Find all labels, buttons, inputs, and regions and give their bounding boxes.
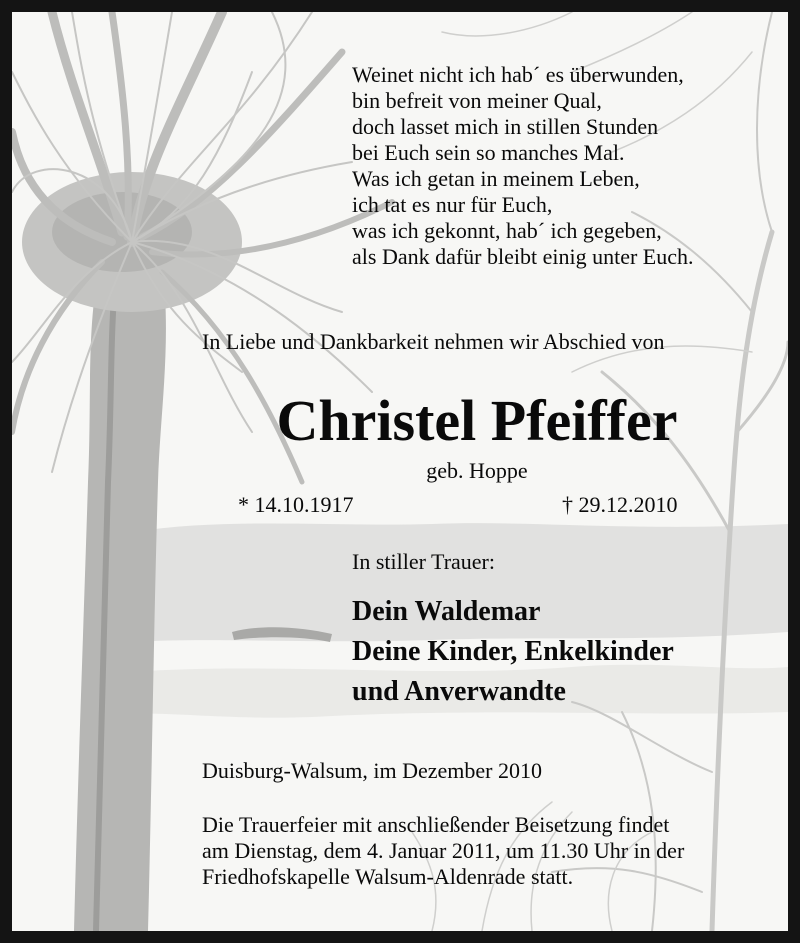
place-and-date: Duisburg-Walsum, im Dezember 2010 xyxy=(202,758,542,783)
maiden-name: geb. Hoppe xyxy=(426,458,528,483)
poem-line: bei Euch sein so manches Mal. xyxy=(352,140,625,165)
service-line: Friedhofskapelle Walsum-Aldenrade statt. xyxy=(202,864,574,889)
poem-line: was ich gekonnt, hab´ ich gegeben, xyxy=(352,218,662,243)
poem-line: doch lasset mich in stillen Stunden xyxy=(352,114,659,139)
poem-line: Was ich getan in meinem Leben, xyxy=(352,166,640,191)
poem-line: bin befreit von meiner Qual, xyxy=(352,88,602,113)
mourner-line: Dein Waldemar xyxy=(352,596,541,627)
poem-verse xyxy=(352,62,694,270)
poem-line: Weinet nicht ich hab´ es überwunden, xyxy=(352,62,684,87)
notice-text-layer xyxy=(12,12,788,931)
farewell-intro: In Liebe und Dankbarkeit nehmen wir Abschied von xyxy=(202,329,665,354)
poem-line: ich tat es nur für Euch, xyxy=(352,192,553,217)
deceased-name: Christel Pfeiffer xyxy=(276,388,678,453)
mourning-label: In stiller Trauer: xyxy=(352,549,495,574)
funeral-service-info xyxy=(202,812,684,890)
poem-line: als Dank dafür bleibt einig unter Euch. xyxy=(352,244,694,269)
mourners-list xyxy=(352,592,674,712)
service-line: Die Trauerfeier mit anschließender Beisetzung findet xyxy=(202,812,670,837)
birth-date: * 14.10.1917 xyxy=(238,492,354,517)
death-date: † 29.12.2010 xyxy=(562,492,678,517)
mourner-line: Deine Kinder, Enkelkinder xyxy=(352,636,674,667)
mourner-line: und Anverwandte xyxy=(352,676,566,707)
service-line: am Dienstag, dem 4. Januar 2011, um 11.30 Uhr in der xyxy=(202,838,685,863)
